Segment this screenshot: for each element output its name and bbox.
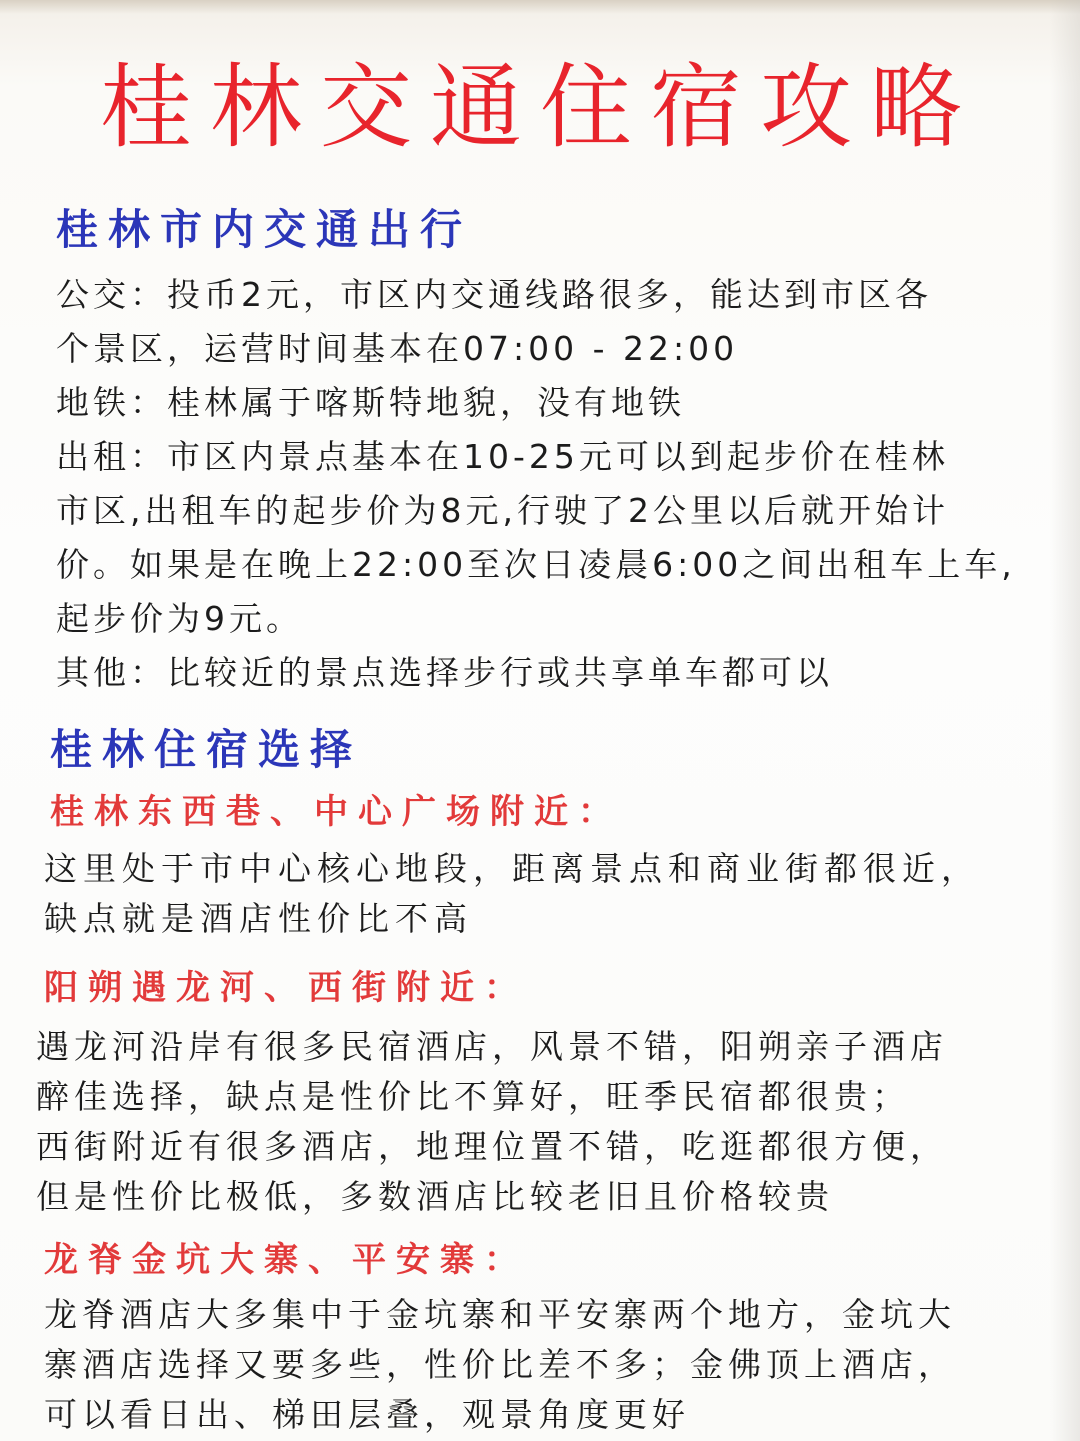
- text-line: 可以看日出、梯田层叠，观景角度更好: [44, 1395, 690, 1434]
- page-edge-shadow: [1050, 0, 1080, 1441]
- area-heading-longji: 龙脊金坑大寨、平安寨：: [44, 1240, 528, 1280]
- lodging-heading: 桂林住宿选择: [50, 725, 363, 774]
- text-line: 地铁：桂林属于喀斯特地貌，没有地铁: [56, 383, 685, 422]
- text-line: 醉佳选择，缺点是性价比不算好，旺季民宿都很贵；: [36, 1077, 910, 1116]
- page-title: 桂林交通住宿攻略: [99, 54, 980, 161]
- text-line: 出租：市区内景点基本在10-25元可以到起步价在桂林: [56, 437, 949, 476]
- text-line: 但是性价比极低，多数酒店比较老旧且价格较贵: [36, 1177, 834, 1216]
- text-line: 价。如果是在晚上22:00至次日凌晨6:00之间出租车上车,: [56, 545, 1016, 584]
- text-line: 这里处于市中心核心地段，距离景点和商业街都很近，: [44, 849, 980, 888]
- area-heading-dongxixiang: 桂林东西巷、中心广场附近：: [50, 792, 622, 832]
- text-line: 龙脊酒店大多集中于金坑寨和平安寨两个地方，金坑大: [44, 1295, 956, 1334]
- text-line: 市区,出租车的起步价为8元,行驶了2公里以后就开始计: [56, 491, 949, 530]
- page-top-edge: [0, 0, 1080, 14]
- text-line: 遇龙河沿岸有很多民宿酒店，风景不错，阳朔亲子酒店: [36, 1027, 948, 1066]
- text-line: 寨酒店选择又要多些，性价比差不多；金佛顶上酒店，: [44, 1345, 956, 1384]
- transport-text: [56, 268, 1016, 700]
- area-heading-yangshuo: 阳朔遇龙河、西街附近：: [44, 968, 528, 1008]
- area-text-dongxixiang: [44, 844, 980, 944]
- text-line: 公交：投币2元，市区内交通线路很多，能达到市区各: [56, 275, 932, 314]
- text-line: 个景区，运营时间基本在07:00 - 22:00: [56, 329, 739, 368]
- area-text-longji: [44, 1290, 956, 1440]
- text-line: 缺点就是酒店性价比不高: [44, 899, 473, 938]
- transport-heading: 桂林市内交通出行: [56, 205, 473, 254]
- text-line: 西街附近有很多酒店，地理位置不错，吃逛都很方便，: [36, 1127, 948, 1166]
- text-line: 起步价为9元。: [56, 599, 303, 638]
- text-line: 其他：比较近的景点选择步行或共享单车都可以: [56, 653, 833, 692]
- area-text-yangshuo: [36, 1022, 948, 1222]
